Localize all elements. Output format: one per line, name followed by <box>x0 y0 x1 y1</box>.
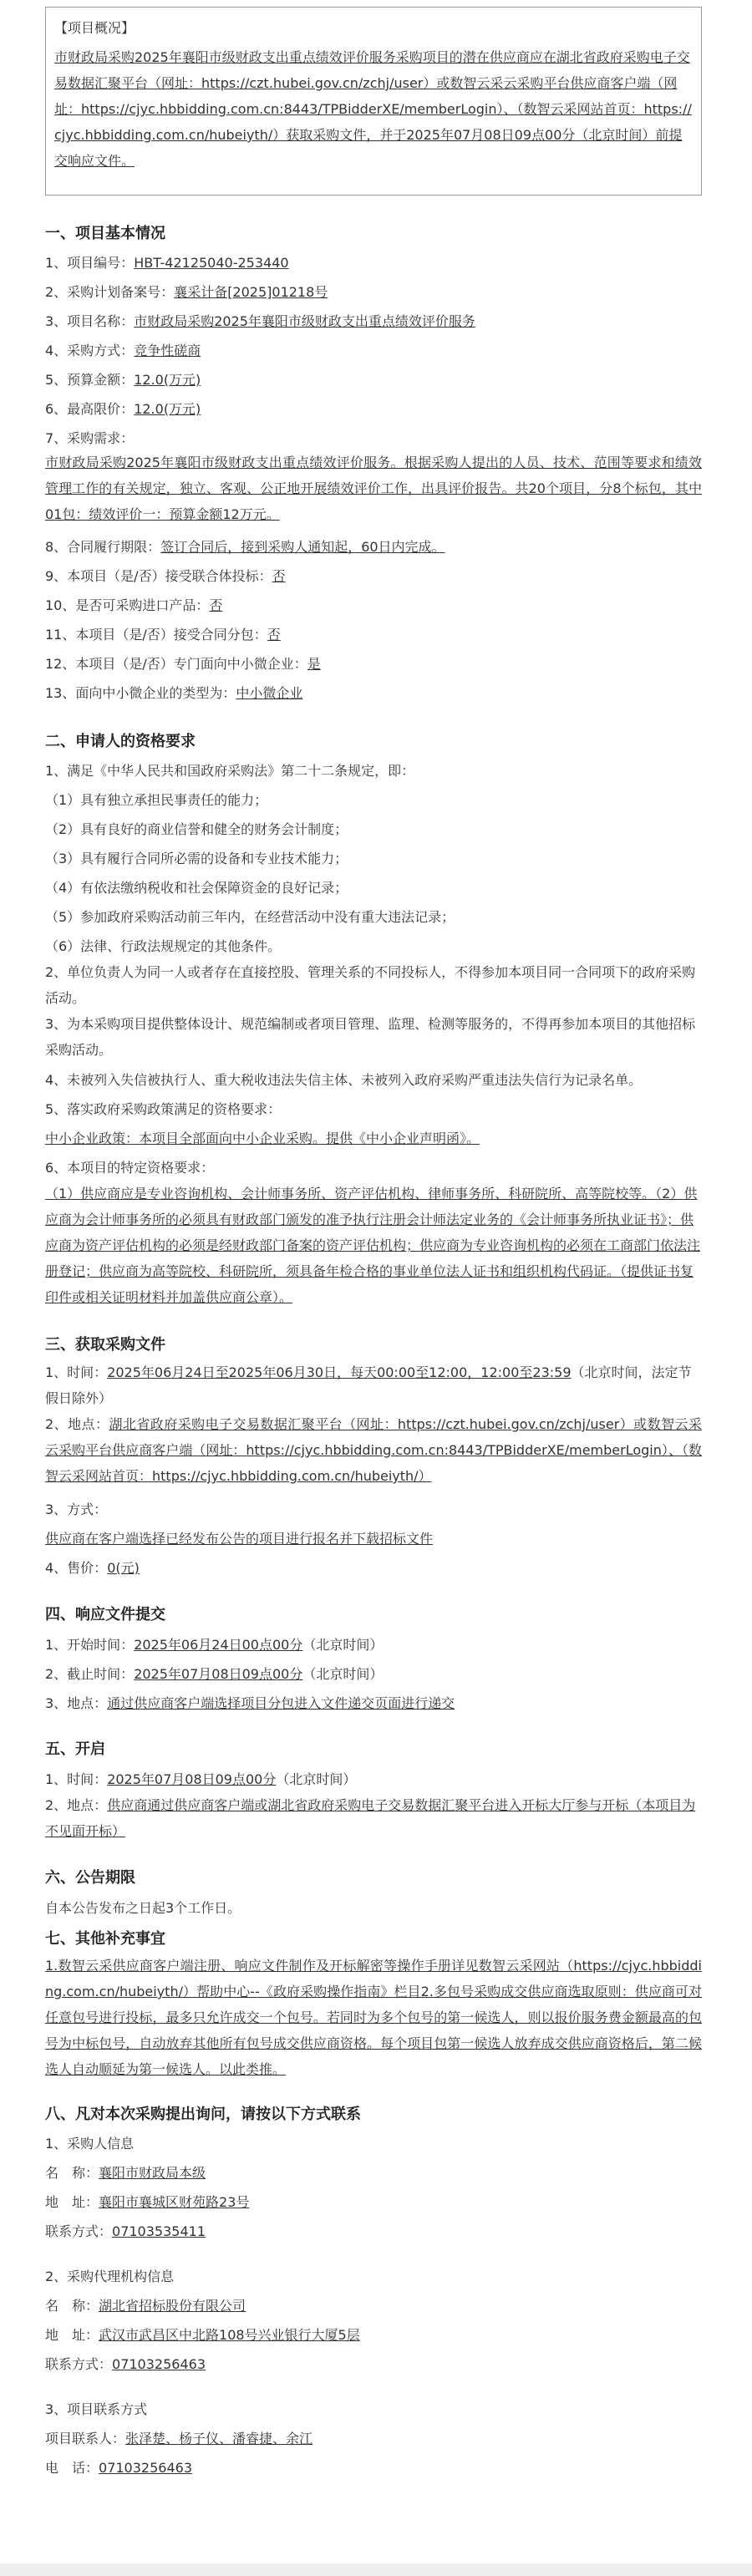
opening-place-label: 2、地点： <box>45 1797 108 1813</box>
agent-phone-value: 07103256463 <box>112 2356 206 2372</box>
overview-body <box>54 44 693 174</box>
project-overview-box <box>45 7 702 196</box>
agent-phone-row <box>45 2354 206 2373</box>
max-price-row <box>45 399 201 418</box>
overview-title: 【项目概况】 <box>54 20 135 36</box>
plan-number-value: 襄采计备[2025]01218号 <box>174 284 328 300</box>
section8-heading: 八、凡对本次采购提出询问，请按以下方式联系 <box>45 2106 361 2123</box>
sme-label: 12、本项目（是/否）专门面向中小微企业： <box>45 656 307 672</box>
section6-heading: 六、公告期限 <box>45 1869 135 1887</box>
contact-person-row <box>45 2428 312 2447</box>
qualification-item-1: 1、满足《中华人民共和国政府采购法》第二十二条规定，即： <box>45 763 415 779</box>
subpackage-row <box>45 624 281 643</box>
agent-name-row <box>45 2295 246 2314</box>
project-number-value: HBT-42125040-253440 <box>134 255 289 271</box>
obtain-way-label: 3、方式： <box>45 1501 108 1517</box>
plan-number-label: 2、采购计划备案号： <box>45 284 175 300</box>
submit-place-row <box>45 1693 455 1712</box>
consortium-value: 否 <box>272 568 286 584</box>
import-label: 10、是否可采购进口产品： <box>45 597 210 613</box>
opening-time-label: 1、时间： <box>45 1771 108 1787</box>
overview-body-tail: 前提交响应文件。 <box>54 127 683 169</box>
obtain-way-value: 供应商在客户端选择已经发布公告的项目进行报名并下载招标文件 <box>45 1531 434 1547</box>
project-name-row <box>45 311 475 330</box>
buyer-phone-row <box>45 2221 206 2240</box>
sme-row <box>45 653 321 673</box>
agent-info-title: 2、采购代理机构信息 <box>45 2269 175 2284</box>
contact-person-value: 张泽楚、杨子仪、潘睿捷、余江 <box>125 2431 313 2446</box>
budget-label: 5、预算金额： <box>45 372 135 388</box>
qualification-item-1a: （1）具有独立承担民事责任的能力； <box>45 792 268 808</box>
sale-price-row <box>45 1557 140 1577</box>
import-row <box>45 595 222 614</box>
project-number-label: 1、项目编号： <box>45 255 135 271</box>
contract-term-row <box>45 536 445 556</box>
opening-time-value: 2025年07月08日09点00分 <box>107 1771 277 1787</box>
subpackage-value: 否 <box>267 627 281 643</box>
project-number-row <box>45 252 289 272</box>
qualification-item-2: 2、单位负责人为同一人或者存在直接控股、管理关系的不同投标人，不得参加本项目同一合同项下的政府采购活动。 <box>45 964 696 1006</box>
opening-place-value: 供应商通过供应商客户端或湖北省政府采购电子交易数据汇聚平台进入开标大厅参与开标（本项目为不见面开标） <box>45 1797 696 1839</box>
sme-type-row <box>45 683 302 702</box>
contact-person-label: 项目联系人： <box>45 2431 126 2446</box>
qualification-item-6: 6、本项目的特定资格要求： <box>45 1160 215 1176</box>
import-value: 否 <box>209 597 223 613</box>
buyer-address-row <box>45 2192 249 2211</box>
section5-heading: 五、开启 <box>45 1740 105 1758</box>
opening-place-row <box>45 1792 702 1844</box>
consortium-label: 9、本项目（是/否）接受联合体投标： <box>45 568 272 584</box>
contact-phone-label: 电 话： <box>45 2460 99 2476</box>
max-price-value: 12.0(万元) <box>134 401 201 417</box>
overview-body-text: 市财政局采购2025年襄阳市级财政支出重点绩效评价服务采购项目的潜在供应商应在湖北省政府采购电子交易数据汇聚平台（网址：https://czt.hubei.gov.cn/zchj/user）或数智云采云采购平台供应商客户端（网址：https://cjyc.hbbidding.com.cn:8443/TPBidderXE/memberLogin）、（数智云采网站首页：https://cjyc.hbbidding.com.cn/hubeiyth/）获取采购文件，并于2025年07月08日09点00分（北京时间） <box>54 49 692 143</box>
obtain-time-value: 2025年06月24日至2025年06月30日，每天00:00至12:00，12:00至23:59 <box>107 1364 572 1380</box>
project-contact-title: 3、项目联系方式 <box>45 2401 148 2417</box>
submit-start-value: 2025年06月24日00点00分 <box>134 1637 303 1653</box>
sme-type-value: 中小微企业 <box>236 685 303 701</box>
submit-deadline-value: 2025年07月08日09点00分 <box>134 1666 303 1682</box>
qualification-item-4: 4、未被列入失信被执行人、重大税收违法失信主体、未被列入政府采购严重违法失信行为记录名单。 <box>45 1072 643 1088</box>
contract-term-label: 8、合同履行期限： <box>45 539 161 555</box>
sme-value: 是 <box>307 656 321 672</box>
section1-heading: 一、项目基本情况 <box>45 225 165 242</box>
qualification-item-1c: （3）具有履行合同所必需的设备和专业技术能力； <box>45 851 348 866</box>
submit-place-value: 通过供应商客户端选择项目分包进入文件递交页面进行递交 <box>107 1695 455 1711</box>
max-price-label: 6、最高限价： <box>45 401 135 417</box>
project-name-label: 3、项目名称： <box>45 313 135 329</box>
submit-deadline-row <box>45 1664 383 1683</box>
consortium-row <box>45 566 286 585</box>
buyer-name-row <box>45 2162 206 2182</box>
qualification-item-1f: （6）法律、行政法规规定的其他条件。 <box>45 938 282 954</box>
plan-number-row <box>45 282 328 301</box>
buyer-address-label: 地 址： <box>45 2194 99 2210</box>
page-footer-strip <box>0 2563 752 2576</box>
obtain-place-row <box>45 1411 702 1489</box>
special-qualification-value: （1）供应商应是专业咨询机构、会计师事务所、资产评估机构、律师事务所、科研院所、高等院校等。（2）供应商为会计师事务所的必须具有财政部门颁发的准予执行注册会计师法定业务的《会计师事务所执业证书》；供应商为资产评估机构的必须是经财政部门备案的资产评估机构；供应商为专业咨询机构的必须在工商部门依法注册登记；供应商为高等院校、科研院所，须具备年检合格的事业单位法人证书和组织机构代码证。（提供证书复印件或相关证明材料并加盖供应商公章）。 <box>45 1186 701 1305</box>
submit-start-row <box>45 1634 383 1654</box>
buyer-phone-value: 07103535411 <box>112 2223 206 2239</box>
submit-deadline-label: 2、截止时间： <box>45 1666 135 1682</box>
agent-address-value: 武汉市武昌区中北路108号兴业银行大厦5层 <box>99 2327 360 2343</box>
submit-deadline-tail: （北京时间） <box>302 1666 384 1682</box>
agent-name-value: 湖北省招标股份有限公司 <box>99 2298 246 2314</box>
buyer-info-title: 1、采购人信息 <box>45 2136 135 2152</box>
agent-name-label: 名 称： <box>45 2298 99 2314</box>
qualification-item-5: 5、落实政府采购政策满足的资格要求： <box>45 1101 282 1117</box>
submit-place-label: 3、地点： <box>45 1695 108 1711</box>
buyer-name-value: 襄阳市财政局本级 <box>99 2165 206 2181</box>
agent-phone-label: 联系方式： <box>45 2356 113 2372</box>
submit-start-label: 1、开始时间： <box>45 1637 135 1653</box>
agent-address-row <box>45 2324 360 2344</box>
obtain-place-value: 湖北省政府采购电子交易数据汇聚平台（网址：https://czt.hubei.gov.cn/zchj/user）或数智云采云采购平台供应商客户端（网址：https://cjyc.hbbidding.com.cn:8443/TPBidderXE/memberLogin）、（数智云采网站首页：https://cjyc.hbbidding.com.cn/hubeiyth/） <box>45 1416 702 1484</box>
sme-policy-value: 中小企业政策：本项目全部面向中小企业采购。提供《中小企业声明函》。 <box>45 1130 480 1146</box>
procurement-method-value: 竞争性磋商 <box>134 343 201 358</box>
contract-term-value: 签订合同后，接到采购人通知起，60日内完成。 <box>160 539 445 555</box>
agent-address-label: 地 址： <box>45 2327 99 2343</box>
contact-phone-row <box>45 2457 192 2477</box>
submit-start-tail: （北京时间） <box>302 1637 384 1653</box>
qualification-item-1b: （2）具有良好的商业信誉和健全的财务会计制度； <box>45 821 348 837</box>
sale-price-value: 0(元) <box>107 1560 140 1576</box>
qualification-item-1e: （5）参加政府采购活动前三年内，在经营活动中没有重大违法记录； <box>45 909 455 925</box>
obtain-time-label: 1、时间： <box>45 1364 108 1380</box>
budget-row <box>45 369 201 389</box>
section2-heading: 二、申请人的资格要求 <box>45 733 196 750</box>
supplementary-text: 1.数智云采供应商客户端注册、响应文件制作及开标解密等操作手册详见数智云采网站（https://cjyc.hbbidding.com.cn/hubeiyth/）帮助中心--《政府采购操作指南》栏目2.多包号采购成交供应商选取原则：供应商可对任意包号进行投标，最多只允许成交一个包号。若同时为多个包号的第一候选人，则以报价服务费金额最高的包号为中标包号，自动放弃其他所有包号成交供应商资格。每个项目包第一候选人放弃成交供应商资格后，第二候选人自动顺延为第一候选人。以此类推。 <box>45 1958 702 2077</box>
buyer-phone-label: 联系方式： <box>45 2223 113 2239</box>
opening-time-tail: （北京时间） <box>276 1771 357 1787</box>
procurement-method-label: 4、采购方式： <box>45 343 135 358</box>
project-name-value: 市财政局采购2025年襄阳市级财政支出重点绩效评价服务 <box>134 313 475 329</box>
opening-time-row <box>45 1769 356 1788</box>
subpackage-label: 11、本项目（是/否）接受合同分包： <box>45 627 267 643</box>
section4-heading: 四、响应文件提交 <box>45 1606 165 1623</box>
obtain-time-tail: （北京时间，法定节假日除外） <box>45 1364 692 1406</box>
buyer-address-value: 襄阳市襄城区财苑路23号 <box>99 2194 250 2210</box>
sme-type-label: 13、面向中小微企业的类型为： <box>45 685 236 701</box>
buyer-name-label: 名 称： <box>45 2165 99 2181</box>
procurement-method-row <box>45 340 201 359</box>
obtain-time-row <box>45 1359 702 1411</box>
demand-value: 市财政局采购2025年襄阳市级财政支出重点绩效评价服务。根据采购人提出的人员、技术、范围等要求和绩效管理工作的有关规定，独立、客观、公正地开展绩效评价工作，出具评价报告。共20个项目，分8个标包，其中01包：绩效评价一：预算金额12万元。 <box>45 455 702 522</box>
notice-period-text: 自本公告发布之日起3个工作日。 <box>45 1900 241 1916</box>
obtain-place-label: 2、地点： <box>45 1416 109 1432</box>
sale-price-label: 4、售价： <box>45 1560 108 1576</box>
budget-value: 12.0(万元) <box>134 372 201 388</box>
demand-label: 7、采购需求： <box>45 430 135 446</box>
contact-phone-value: 07103256463 <box>99 2460 192 2476</box>
section7-heading: 七、其他补充事宜 <box>45 1930 165 1948</box>
qualification-item-3: 3、为本采购项目提供整体设计、规范编制或者项目管理、监理、检测等服务的，不得再参加本项目的其他招标采购活动。 <box>45 1016 696 1058</box>
qualification-item-1d: （4）有依法缴纳税收和社会保障资金的良好记录； <box>45 880 348 896</box>
section3-heading: 三、获取采购文件 <box>45 1336 165 1354</box>
